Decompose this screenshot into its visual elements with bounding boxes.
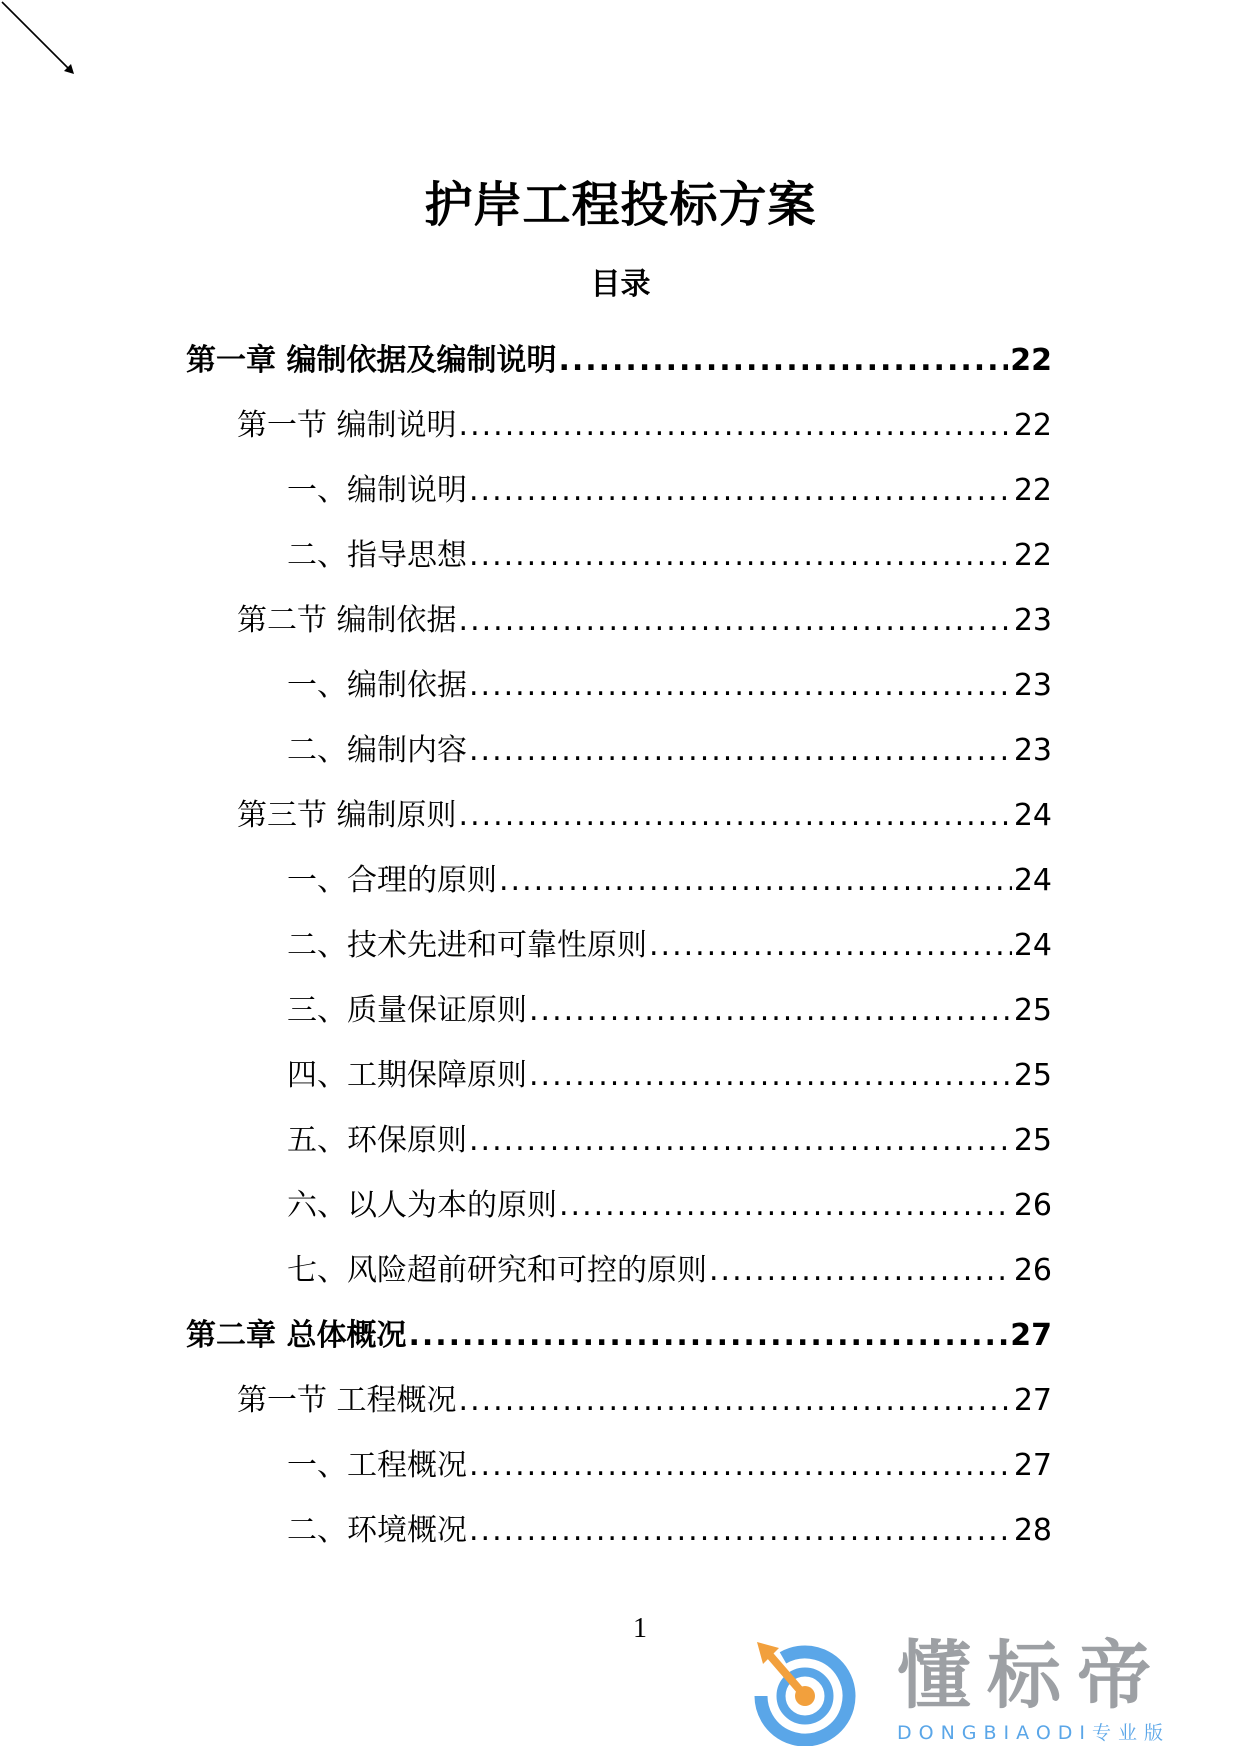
toc-entry-page: 23 [1013,602,1052,638]
toc-entry-page: 23 [1013,732,1052,768]
watermark-brand-name: 懂标帝 [897,1633,1167,1719]
toc-entry[interactable] [186,718,1052,783]
page-number: 1 [633,1613,647,1644]
toc-entry[interactable] [186,653,1052,718]
toc-entry[interactable] [186,523,1052,588]
toc-dot-leader [499,861,1012,901]
toc-entry-page: 22 [1010,342,1052,378]
toc-entry-page: 24 [1013,862,1052,898]
toc-entry-title: 第二章 总体概况 [186,1317,407,1353]
toc-dot-leader [469,731,1012,771]
toc-dot-leader [459,406,1012,446]
toc-entry-page: 26 [1013,1187,1052,1223]
toc-dot-leader [408,1316,1008,1356]
toc-dot-leader [469,471,1012,511]
toc-entry[interactable] [186,393,1052,458]
toc-entry-title: 二、技术先进和可靠性原则 [287,927,647,963]
toc-entry[interactable] [186,1368,1052,1433]
toc-entry-page: 27 [1013,1382,1052,1418]
toc-entry-page: 25 [1013,992,1052,1028]
toc-dot-leader [709,1251,1012,1291]
toc-entry[interactable] [186,1303,1052,1368]
toc-entry[interactable] [186,1433,1052,1498]
toc-entry-title: 第二节 编制依据 [237,602,457,638]
toc-entry-title: 第三节 编制原则 [237,797,457,833]
toc-entry-page: 22 [1013,472,1052,508]
toc-entry-page: 22 [1013,407,1052,443]
toc-entry-title: 二、环境概况 [287,1512,467,1548]
toc-dot-leader [469,1121,1012,1161]
toc-heading: 目录 [590,267,651,302]
toc-entry-title: 一、工程概况 [287,1447,467,1483]
toc-entry-title: 第一节 编制说明 [237,407,457,443]
toc-entry[interactable] [186,1238,1052,1303]
toc-entry[interactable] [186,1043,1052,1108]
toc-entry-page: 24 [1013,927,1052,963]
toc-entry-title: 一、合理的原则 [287,862,497,898]
target-arrow-logo-icon [745,1634,865,1746]
toc-entry[interactable] [186,588,1052,653]
toc-dot-leader [529,1056,1012,1096]
toc-entry[interactable] [186,848,1052,913]
toc-dot-leader [649,926,1012,966]
toc-entry[interactable] [186,1498,1052,1563]
toc-entry-page: 26 [1013,1252,1052,1288]
toc-dot-leader [469,666,1012,706]
toc-entry-title: 五、环保原则 [287,1122,467,1158]
toc-entry[interactable] [186,1108,1052,1173]
toc-entry[interactable] [186,913,1052,978]
toc-entry[interactable] [186,978,1052,1043]
toc-entry-title: 一、编制依据 [287,667,467,703]
toc-entry-page: 23 [1013,667,1052,703]
toc-entry[interactable] [186,1173,1052,1238]
corner-arrow-icon [0,0,80,80]
toc-entry-title: 第一节 工程概况 [237,1382,457,1418]
toc-entry-page: 25 [1013,1122,1052,1158]
toc-entry-page: 25 [1013,1057,1052,1093]
document-title: 护岸工程投标方案 [424,177,817,233]
toc-entry-title: 四、工期保障原则 [287,1057,527,1093]
toc-entry-title: 第一章 编制依据及编制说明 [186,342,557,378]
toc-entry[interactable] [186,328,1052,393]
toc-entry-title: 二、指导思想 [287,537,467,573]
toc-dot-leader [469,1446,1012,1486]
toc-dot-leader [459,1381,1012,1421]
toc-entry-page: 24 [1013,797,1052,833]
watermark [745,1630,1225,1750]
watermark-brand-subtitle: DONGBIAODI专业版 [897,1722,1171,1744]
toc-entry-title: 二、编制内容 [287,732,467,768]
toc-dot-leader [469,536,1012,576]
toc-entry-title: 七、风险超前研究和可控的原则 [287,1252,707,1288]
toc-dot-leader [459,796,1012,836]
toc-dot-leader [558,341,1008,381]
toc-entry-page: 22 [1013,537,1052,573]
toc-entry-page: 27 [1013,1447,1052,1483]
toc-dot-leader [559,1186,1012,1226]
toc-entry[interactable] [186,458,1052,523]
toc-dot-leader [469,1511,1012,1551]
toc-entry-page: 27 [1010,1317,1052,1353]
toc-entry-title: 三、质量保证原则 [287,992,527,1028]
toc-entry-title: 一、编制说明 [287,472,467,508]
table-of-contents [186,328,1052,1563]
toc-dot-leader [529,991,1012,1031]
toc-entry-title: 六、以人为本的原则 [287,1187,557,1223]
toc-entry-page: 28 [1013,1512,1052,1548]
toc-dot-leader [459,601,1012,641]
toc-entry[interactable] [186,783,1052,848]
